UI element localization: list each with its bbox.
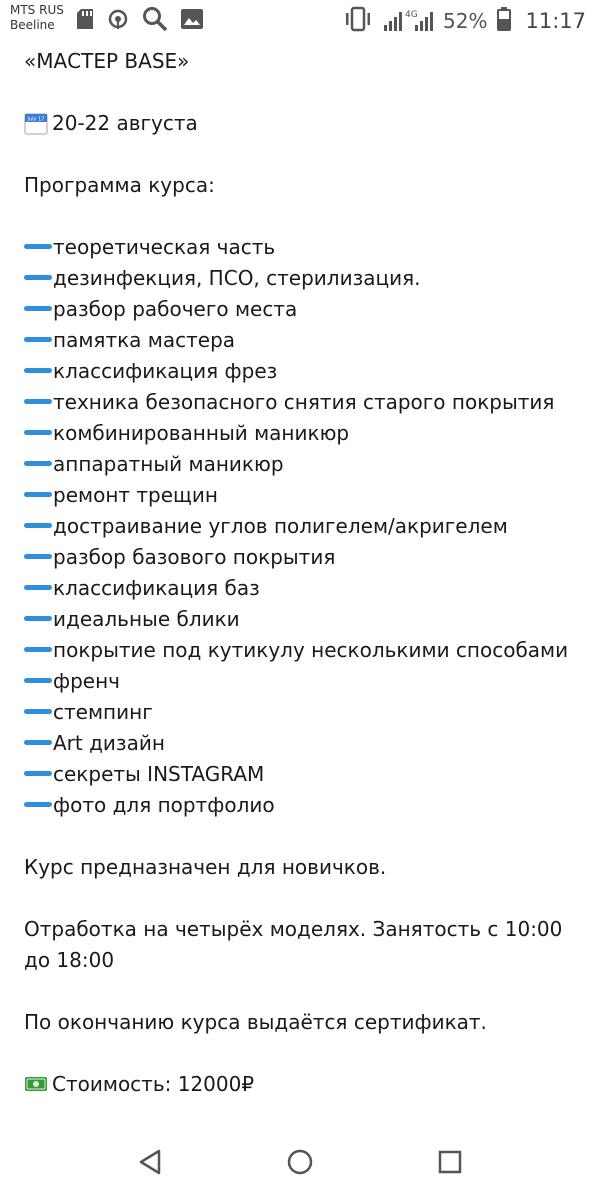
practice-text: Отработка на четырёх моделях. Занятость с 10:00 до 18:00 xyxy=(24,917,563,972)
program-item-text: аппаратный маникюр xyxy=(53,452,284,476)
home-icon xyxy=(286,1148,314,1180)
audience-text: Курс предназначен для новичков. xyxy=(24,855,387,879)
blue-dash-icon xyxy=(24,523,52,528)
calendar-icon xyxy=(24,111,48,135)
program-item-text: покрытие под кутикулу несколькими способами xyxy=(53,638,569,662)
program-item xyxy=(24,387,584,418)
post-title: «МАСТЕР BASE» xyxy=(24,49,190,73)
clock: 11:17 xyxy=(525,9,586,33)
recents-button[interactable] xyxy=(434,1148,466,1180)
program-item-text: теоретическая часть xyxy=(53,235,276,259)
blue-dash-icon xyxy=(24,740,52,745)
program-item xyxy=(24,604,584,635)
blue-dash-icon xyxy=(24,244,52,249)
price-line xyxy=(24,1069,584,1100)
battery-percentage: 52% xyxy=(443,9,488,33)
program-item xyxy=(24,790,584,821)
program-item-text: классификация фрез xyxy=(53,359,278,383)
blue-dash-icon xyxy=(24,430,52,435)
blue-dash-icon xyxy=(24,678,52,683)
blue-dash-icon xyxy=(24,275,52,280)
status-bar xyxy=(0,0,600,40)
back-icon xyxy=(137,1148,163,1180)
price-text: Стоимость: 12000₽ xyxy=(52,1072,255,1096)
program-list xyxy=(24,232,584,821)
program-item xyxy=(24,697,584,728)
program-item-text: дезинфекция, ПСО, стерилизация. xyxy=(53,266,421,290)
blue-dash-icon xyxy=(24,399,52,404)
program-item-text: техника безопасного снятия старого покрытия xyxy=(53,390,555,414)
carrier-2: Beeline xyxy=(10,18,55,32)
blue-dash-icon xyxy=(24,709,52,714)
blue-dash-icon xyxy=(24,554,52,559)
home-button[interactable] xyxy=(284,1148,316,1180)
program-item xyxy=(24,325,584,356)
blue-dash-icon xyxy=(24,492,52,497)
program-item xyxy=(24,635,584,666)
program-item-text: памятка мастера xyxy=(53,328,236,352)
post-content xyxy=(24,46,584,1100)
program-item-text: достраивание углов полигелем/акригелем xyxy=(53,514,508,538)
image-icon xyxy=(180,7,204,35)
program-item xyxy=(24,666,584,697)
date-line xyxy=(24,108,584,139)
program-item xyxy=(24,759,584,790)
program-item-text: фото для портфолио xyxy=(53,793,275,817)
blue-dash-icon xyxy=(24,647,52,652)
blue-dash-icon xyxy=(24,771,52,776)
sd-card-icon xyxy=(76,8,94,34)
back-button[interactable] xyxy=(134,1148,166,1180)
carrier-info xyxy=(10,3,64,33)
blue-dash-icon xyxy=(24,802,52,807)
program-item xyxy=(24,573,584,604)
program-item-text: ремонт трещин xyxy=(53,483,218,507)
program-item xyxy=(24,511,584,542)
battery-icon xyxy=(497,7,511,35)
blue-dash-icon xyxy=(24,616,52,621)
blue-dash-icon xyxy=(24,337,52,342)
program-item-text: френч xyxy=(53,669,120,693)
program-item-text: Art дизайн xyxy=(53,731,165,755)
program-item xyxy=(24,263,584,294)
carrier-1: MTS RUS xyxy=(10,3,64,17)
program-item-text: классификация баз xyxy=(53,576,260,600)
program-item xyxy=(24,232,584,263)
program-item xyxy=(24,728,584,759)
program-item xyxy=(24,449,584,480)
program-item xyxy=(24,480,584,511)
program-item-text: идеальные блики xyxy=(53,607,240,631)
calendar-emoji-text: July 17 xyxy=(27,116,45,122)
blue-dash-icon xyxy=(24,368,52,373)
program-item xyxy=(24,356,584,387)
blue-dash-icon xyxy=(24,585,52,590)
program-item-text: секреты INSTAGRAM xyxy=(53,762,265,786)
network-type: 4G xyxy=(405,10,418,20)
hotspot-icon xyxy=(106,7,130,35)
blue-dash-icon xyxy=(24,306,52,311)
certificate-text: По окончанию курса выдаётся сертификат. xyxy=(24,1010,487,1034)
navigation-bar xyxy=(0,1130,600,1198)
program-item xyxy=(24,294,584,325)
money-icon xyxy=(24,1072,48,1096)
program-heading: Программа курса: xyxy=(24,173,215,197)
program-item-text: стемпинг xyxy=(53,700,153,724)
vibrate-icon xyxy=(343,6,373,36)
search-icon xyxy=(142,6,168,36)
program-item-text: комбинированный маникюр xyxy=(53,421,350,445)
program-item xyxy=(24,542,584,573)
program-item xyxy=(24,418,584,449)
blue-dash-icon xyxy=(24,461,52,466)
recents-icon xyxy=(437,1149,463,1179)
event-date: 20-22 августа xyxy=(52,111,198,135)
program-item-text: разбор рабочего места xyxy=(53,297,298,321)
program-item-text: разбор базового покрытия xyxy=(53,545,336,569)
signal-icon xyxy=(383,10,433,32)
